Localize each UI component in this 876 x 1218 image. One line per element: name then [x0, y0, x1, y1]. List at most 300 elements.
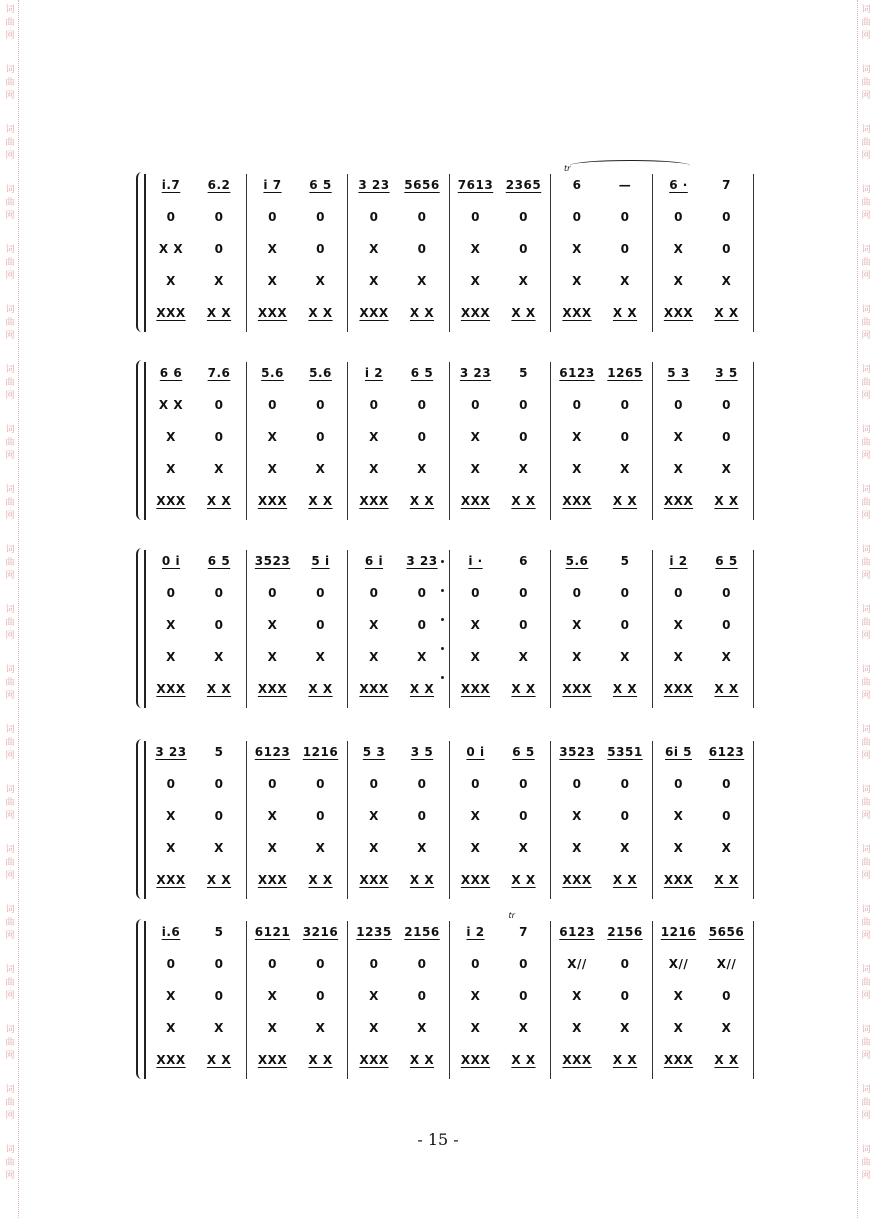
notation-cell: XXX	[460, 1053, 491, 1067]
notation-cell: XXX	[663, 873, 694, 887]
watermark-char: 曲	[5, 618, 15, 628]
notation-cell: X	[267, 650, 278, 664]
notation-cell: X	[315, 841, 326, 855]
notation-cell: X	[369, 650, 379, 664]
measure	[144, 915, 246, 1085]
watermark-char: 词	[861, 1145, 871, 1155]
notation-cell: 3 23	[406, 554, 438, 568]
watermark-char: 词	[861, 125, 871, 135]
watermark-char: 网	[5, 1051, 15, 1061]
watermark-char: 词	[861, 965, 871, 975]
notation-cell: X X	[714, 494, 739, 508]
watermark-char: 网	[5, 1171, 15, 1181]
measure	[652, 356, 754, 526]
watermark-char: 曲	[861, 318, 871, 328]
watermark-char: 曲	[861, 378, 871, 388]
notation-cell: X	[417, 462, 427, 476]
watermark-char: 网	[861, 391, 871, 401]
notation-cell: X	[620, 650, 630, 664]
notation-cell: X	[166, 989, 176, 1003]
score-system	[136, 544, 748, 714]
watermark-char: 词	[861, 365, 871, 375]
notation-cell: X	[721, 1021, 732, 1035]
notation-cell: 0	[722, 989, 731, 1003]
notation-cell: 6.2	[207, 178, 231, 192]
notation-cell: X	[572, 650, 582, 664]
notation-cell: X	[267, 989, 278, 1003]
notation-cell: X	[166, 1021, 176, 1035]
trill-mark: tr	[564, 164, 571, 173]
notation-cell: X	[572, 618, 582, 632]
watermark-char: 网	[5, 1111, 15, 1121]
notation-cell: X	[214, 1021, 224, 1035]
notation-cell: 0	[519, 618, 528, 632]
notation-cell: 5	[519, 366, 528, 380]
notation-cell: X	[166, 274, 176, 288]
watermark-char: 曲	[861, 78, 871, 88]
measure	[347, 168, 449, 338]
watermark-char: 词	[861, 905, 871, 915]
notation-cell: X	[166, 430, 176, 444]
notation-cell: X	[470, 1021, 481, 1035]
notation-cell: 0	[214, 957, 224, 971]
notation-cell: X	[470, 430, 481, 444]
notation-cell: 0	[316, 242, 325, 256]
notation-cell: 0	[369, 957, 379, 971]
watermark-char: 网	[5, 991, 15, 1001]
notation-cell: X	[518, 274, 529, 288]
watermark-char: 词	[5, 845, 15, 855]
watermark-char: 曲	[5, 1158, 15, 1168]
notation-cell: XXX	[359, 682, 389, 696]
notation-cell: XXX	[257, 873, 288, 887]
notation-cell: X	[572, 841, 582, 855]
score-system	[136, 735, 748, 905]
notation-cell: 0	[417, 398, 427, 412]
notation-cell: 6123	[559, 366, 595, 380]
measure	[550, 544, 652, 714]
measure	[652, 544, 754, 714]
watermark-char: 曲	[5, 1098, 15, 1108]
notation-cell: XXX	[156, 306, 186, 320]
notation-cell: 6	[519, 554, 528, 568]
watermark-char: 曲	[5, 318, 15, 328]
watermark-char: 曲	[861, 438, 871, 448]
notation-cell: 0	[316, 398, 325, 412]
watermark-char: 词	[861, 1085, 871, 1095]
notation-cell: X	[369, 809, 379, 823]
measure	[550, 735, 652, 905]
score-system	[136, 164, 748, 338]
repeat-sign	[441, 556, 447, 705]
notation-cell: X X	[409, 494, 435, 508]
notation-cell: 0	[471, 398, 480, 412]
notation-cell: 0	[417, 957, 427, 971]
notation-cell: 0 i	[161, 554, 181, 568]
notation-cell: XXX	[156, 494, 186, 508]
notation-cell: X X	[511, 682, 536, 696]
notation-cell: X	[470, 242, 481, 256]
watermark-char: 网	[861, 991, 871, 1001]
notation-cell: 0	[316, 618, 325, 632]
end-barline	[753, 362, 754, 520]
watermark-char: 网	[5, 91, 15, 101]
notation-cell: X X	[206, 682, 232, 696]
notation-cell: 5.6	[309, 366, 332, 380]
notation-cell: 6 5	[207, 554, 231, 568]
end-barline	[753, 741, 754, 899]
notation-cell: X	[267, 618, 278, 632]
notation-cell: 0	[519, 809, 528, 823]
notation-cell: 5 3	[362, 745, 386, 759]
measure	[144, 544, 246, 714]
notation-cell: X	[673, 809, 684, 823]
notation-cell: 0	[369, 210, 379, 224]
notation-cell: 0	[417, 210, 427, 224]
notation-cell: X	[572, 1021, 582, 1035]
notation-cell: 0	[316, 586, 325, 600]
watermark-char: 网	[5, 691, 15, 701]
notation-cell: 3523	[254, 554, 291, 568]
notation-cell: X X	[206, 1053, 232, 1067]
notation-cell: 0	[722, 210, 731, 224]
watermark-char: 曲	[5, 18, 15, 28]
notation-cell: X	[572, 242, 582, 256]
watermark-char: 词	[5, 485, 15, 495]
notation-cell: X X	[409, 682, 435, 696]
notation-cell: X	[673, 989, 684, 1003]
watermark-char: 网	[5, 511, 15, 521]
notation-cell: X	[572, 462, 582, 476]
measure	[144, 168, 246, 338]
notation-cell: 1235	[356, 925, 392, 939]
notation-cell: X	[166, 462, 176, 476]
watermark-char: 词	[5, 5, 15, 15]
notation-cell: 0	[316, 777, 325, 791]
watermark-char: 网	[861, 751, 871, 761]
notation-cell: X X	[308, 873, 333, 887]
watermark-char: 曲	[861, 738, 871, 748]
notation-cell: 0	[214, 989, 224, 1003]
notation-cell: X	[673, 618, 684, 632]
end-barline	[753, 550, 754, 708]
notation-cell: X	[369, 841, 379, 855]
watermark-char: 网	[5, 151, 15, 161]
watermark-char: 曲	[861, 918, 871, 928]
watermark-char: 词	[5, 245, 15, 255]
watermark-char: 曲	[861, 198, 871, 208]
notation-cell: 6 5	[715, 554, 738, 568]
watermark-char: 曲	[5, 378, 15, 388]
watermark-char: 曲	[861, 1158, 871, 1168]
watermark-char: 网	[861, 31, 871, 41]
notation-cell: 0	[572, 398, 582, 412]
notation-cell: 0	[268, 777, 277, 791]
notation-cell: X	[166, 650, 176, 664]
watermark-char: 词	[861, 65, 871, 75]
notation-cell: 0	[674, 210, 683, 224]
notation-cell: X	[369, 1021, 379, 1035]
notation-cell: 0	[519, 242, 528, 256]
watermark-char: 词	[5, 785, 15, 795]
notation-cell: XXX	[663, 1053, 694, 1067]
notation-cell: X	[721, 462, 732, 476]
notation-cell: 0	[519, 430, 528, 444]
notation-cell: XXX	[257, 494, 288, 508]
notation-cell: 6123	[559, 925, 595, 939]
notation-cell: 0	[471, 586, 480, 600]
notation-cell: 5656	[708, 925, 745, 939]
notation-cell: X	[166, 809, 176, 823]
watermark-char: 词	[5, 605, 15, 615]
notation-cell: XXX	[562, 306, 592, 320]
notation-cell: 0	[620, 210, 630, 224]
notation-cell: i 2	[364, 366, 384, 380]
notation-cell: X X	[714, 682, 739, 696]
notation-cell: X	[267, 809, 278, 823]
notation-cell: XXX	[359, 873, 389, 887]
measure	[144, 735, 246, 905]
notation-cell: 6	[572, 178, 582, 192]
notation-cell: X X	[714, 1053, 739, 1067]
watermark-char: 曲	[5, 678, 15, 688]
notation-cell: i.6	[161, 925, 181, 939]
notation-cell: 0	[519, 957, 528, 971]
notation-cell: 0	[417, 989, 427, 1003]
notation-cell: 0	[316, 430, 325, 444]
notation-cell: 0	[166, 777, 176, 791]
notation-cell: 0	[214, 210, 224, 224]
notation-cell: 0	[417, 242, 427, 256]
watermark-char: 网	[861, 631, 871, 641]
notation-cell: 0	[166, 210, 176, 224]
watermark-char: 词	[861, 665, 871, 675]
notation-cell: 3 23	[358, 178, 390, 192]
notation-cell: X X	[511, 494, 536, 508]
notation-cell: X	[267, 430, 278, 444]
notation-cell: 6123	[708, 745, 745, 759]
notation-cell: 0	[572, 210, 582, 224]
notation-cell: X	[470, 841, 481, 855]
notation-cell: X	[214, 650, 224, 664]
measure	[652, 735, 754, 905]
watermark-char: 网	[861, 151, 871, 161]
notation-cell: 0	[674, 398, 683, 412]
watermark-char: 曲	[5, 438, 15, 448]
notation-cell: X	[369, 618, 379, 632]
notation-cell: 7	[722, 178, 731, 192]
watermark-char: 曲	[861, 1038, 871, 1048]
notation-cell: X X	[206, 306, 232, 320]
notation-cell: X X	[511, 873, 536, 887]
notation-cell: 0	[620, 989, 630, 1003]
watermark-char: 曲	[5, 258, 15, 268]
watermark-char: 曲	[861, 258, 871, 268]
watermark-char: 词	[5, 545, 15, 555]
notation-cell: 0	[214, 586, 224, 600]
notation-cell: 0	[519, 210, 528, 224]
notation-cell: X	[518, 1021, 529, 1035]
watermark-char: 网	[5, 751, 15, 761]
notation-cell: —	[618, 178, 632, 192]
measure	[246, 735, 348, 905]
notation-cell: X	[417, 841, 427, 855]
watermark-char: 网	[5, 391, 15, 401]
notation-cell: X//	[668, 957, 689, 971]
watermark-char: 曲	[861, 978, 871, 988]
notation-cell: X X	[409, 873, 435, 887]
notation-cell: X	[673, 841, 684, 855]
notation-cell: XXX	[359, 1053, 389, 1067]
notation-cell: 0	[214, 809, 224, 823]
notation-cell: XXX	[359, 494, 389, 508]
measure	[347, 915, 449, 1085]
notation-cell: X	[267, 1021, 278, 1035]
watermark-char: 网	[5, 811, 15, 821]
notation-cell: 5	[214, 745, 224, 759]
notation-cell: X X	[511, 306, 536, 320]
measure	[550, 915, 652, 1085]
notation-cell: X	[572, 430, 582, 444]
watermark-char: 网	[5, 931, 15, 941]
notation-cell: 5656	[404, 178, 440, 192]
measure	[449, 735, 551, 905]
watermark-char: 曲	[861, 678, 871, 688]
notation-cell: 2365	[505, 178, 542, 192]
notation-cell: X	[673, 274, 684, 288]
measure	[449, 911, 551, 1085]
watermark-char: 网	[5, 631, 15, 641]
notation-cell: X	[267, 462, 278, 476]
watermark-char: 曲	[861, 138, 871, 148]
notation-cell: X X	[714, 306, 739, 320]
watermark-char: 曲	[5, 798, 15, 808]
notation-cell: X	[369, 430, 379, 444]
watermark-char: 词	[5, 905, 15, 915]
watermark-char: 网	[861, 571, 871, 581]
notation-cell: 0	[214, 430, 224, 444]
notation-cell: 0	[471, 957, 480, 971]
notation-cell: 7613	[457, 178, 494, 192]
notation-cell: 0	[620, 618, 630, 632]
notation-cell: X	[166, 841, 176, 855]
measure	[449, 168, 551, 338]
notation-cell: X	[673, 1021, 684, 1035]
notation-cell: 6123	[254, 745, 291, 759]
notation-cell: 6 5	[309, 178, 332, 192]
watermark-char: 词	[5, 305, 15, 315]
watermark-char: 网	[5, 451, 15, 461]
notation-cell: X	[315, 462, 326, 476]
notation-cell: XXX	[460, 682, 491, 696]
notation-cell: 0	[620, 242, 630, 256]
watermark-char: 词	[861, 605, 871, 615]
notation-cell: X X	[158, 398, 184, 412]
notation-cell: 0	[620, 957, 630, 971]
notation-cell: X	[214, 841, 224, 855]
notation-cell: i 2	[466, 925, 485, 939]
notation-cell: 0	[471, 210, 480, 224]
watermark-char: 曲	[5, 558, 15, 568]
watermark-char: 词	[861, 185, 871, 195]
watermark-char: 词	[5, 965, 15, 975]
notation-cell: 1216	[302, 745, 339, 759]
watermark-char: 曲	[5, 78, 15, 88]
notation-cell: X	[470, 650, 481, 664]
notation-cell: 0	[620, 430, 630, 444]
notation-cell: 5.6	[261, 366, 284, 380]
measure	[550, 164, 652, 338]
watermark-char: 词	[5, 365, 15, 375]
notation-cell: 0	[722, 618, 731, 632]
notation-cell: 0	[674, 777, 683, 791]
watermark-char: 词	[5, 65, 15, 75]
notation-cell: XXX	[562, 682, 592, 696]
watermark-char: 词	[861, 485, 871, 495]
notation-cell: XXX	[460, 306, 491, 320]
score-system	[136, 911, 748, 1085]
notation-cell: X	[369, 242, 379, 256]
notation-cell: 6 5	[410, 366, 434, 380]
watermark-char: 曲	[5, 858, 15, 868]
notation-cell: 6121	[254, 925, 291, 939]
watermark-char: 网	[861, 271, 871, 281]
measure	[347, 356, 449, 526]
notation-cell: 0	[417, 777, 427, 791]
measure	[652, 915, 754, 1085]
watermark-char: 词	[5, 125, 15, 135]
notation-cell: 0	[214, 618, 224, 632]
notation-cell: 5351	[607, 745, 643, 759]
measure	[246, 544, 348, 714]
watermark-char: 曲	[861, 618, 871, 628]
notation-cell: 0	[268, 398, 277, 412]
page-number: - 15 -	[417, 1130, 459, 1149]
notation-cell: 2156	[404, 925, 440, 939]
watermark-char: 词	[861, 5, 871, 15]
notation-cell: X	[267, 841, 278, 855]
notation-cell: X X	[612, 306, 638, 320]
watermark-char: 词	[5, 665, 15, 675]
notation-cell: X	[620, 462, 630, 476]
watermark-char: 曲	[5, 738, 15, 748]
watermark-char: 网	[861, 1171, 871, 1181]
notation-cell: X	[315, 650, 326, 664]
measure	[449, 356, 551, 526]
notation-cell: X X	[308, 494, 333, 508]
notation-cell: 5	[620, 554, 630, 568]
notation-cell: 1265	[607, 366, 643, 380]
notation-cell: 0	[722, 809, 731, 823]
end-barline	[753, 921, 754, 1079]
measure	[449, 544, 551, 714]
notation-cell: XXX	[156, 873, 186, 887]
notation-cell: 0	[620, 777, 630, 791]
notation-cell: X	[518, 462, 529, 476]
notation-cell: XXX	[562, 1053, 592, 1067]
watermark-char: 词	[861, 845, 871, 855]
notation-cell: 0	[722, 430, 731, 444]
notation-cell: 3 23	[155, 745, 187, 759]
notation-cell: 0	[417, 430, 427, 444]
watermark-char: 网	[861, 691, 871, 701]
notation-cell: X	[214, 274, 224, 288]
notation-cell: 0	[417, 618, 427, 632]
notation-cell: 5 3	[667, 366, 690, 380]
watermark-char: 曲	[861, 798, 871, 808]
notation-cell: X	[620, 274, 630, 288]
watermark-char: 曲	[5, 498, 15, 508]
